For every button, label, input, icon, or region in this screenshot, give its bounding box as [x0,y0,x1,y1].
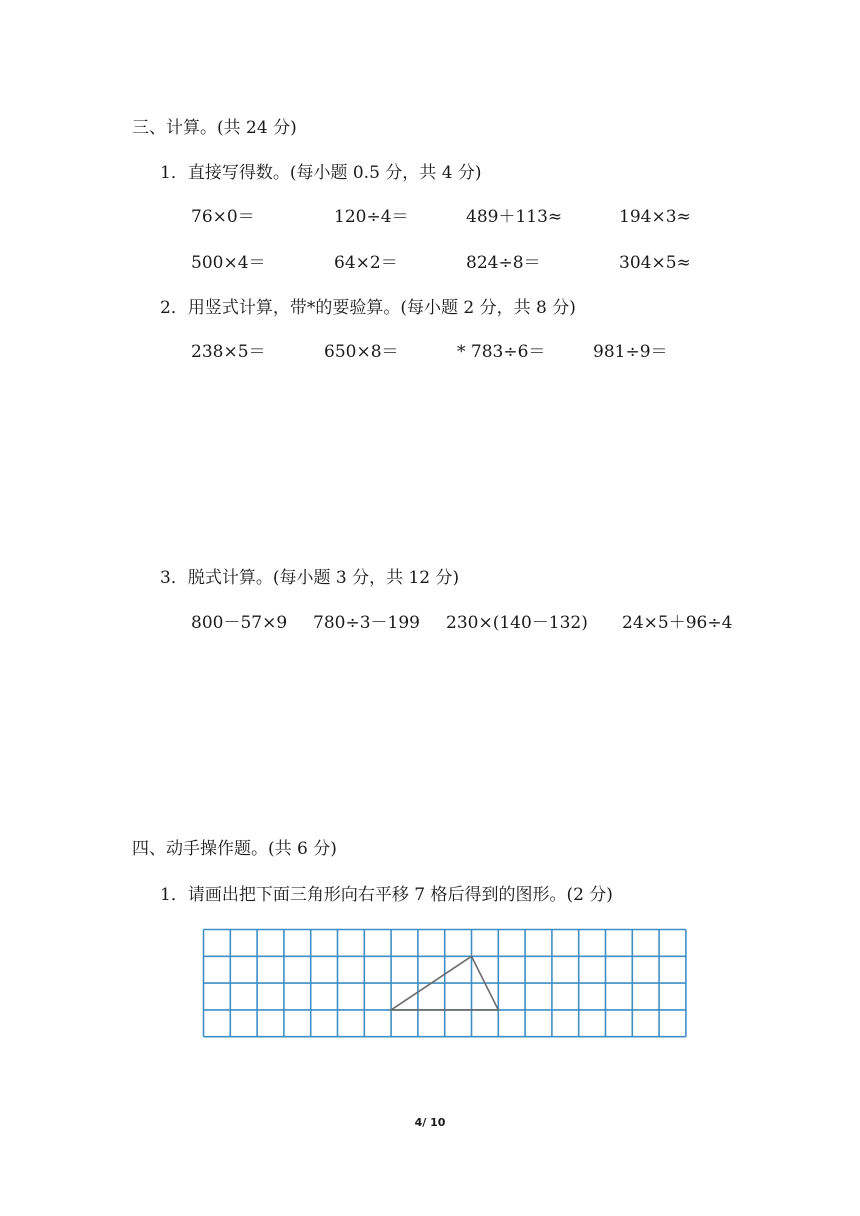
problem: 64×2＝ [334,253,398,273]
problem: 489＋113≈ [466,207,563,227]
step-calc-row [0,612,860,634]
section-4-title: 四、动手操作题。(共 6 分) [132,839,337,859]
vertical-calc-row [0,341,860,363]
page-number: 4/ 10 [414,1116,446,1129]
problem: 194×3≈ [619,207,691,227]
problem: 76×0＝ [191,207,255,227]
problem: 230×(140－132) [446,613,588,633]
problem: * 783÷6＝ [457,342,546,362]
mental-math-row-1 [0,206,860,228]
section-3-title: 三、计算。(共 24 分) [132,118,297,138]
square-grid [202,928,688,1039]
problem: 238×5＝ [191,342,266,362]
problem: 981÷9＝ [593,342,668,362]
problem: 24×5＋96÷4 [622,613,733,633]
question-2-label: 2．用竖式计算，带*的要验算。(每小题 2 分，共 8 分) [160,298,576,318]
operation-question-1-label: 1．请画出把下面三角形向右平移 7 格后得到的图形。(2 分) [160,885,613,905]
problem: 800－57×9 [191,613,288,633]
problem: 500×4＝ [191,253,266,273]
problem: 650×8＝ [324,342,399,362]
problem: 824÷8＝ [466,253,541,273]
question-1-label: 1．直接写得数。(每小题 0.5 分，共 4 分) [160,163,482,183]
mental-math-row-2 [0,252,860,274]
problem: 120÷4＝ [334,207,409,227]
problem: 780÷3－199 [313,613,420,633]
problem: 304×5≈ [619,253,691,273]
question-3-label: 3．脱式计算。(每小题 3 分，共 12 分) [160,568,460,588]
